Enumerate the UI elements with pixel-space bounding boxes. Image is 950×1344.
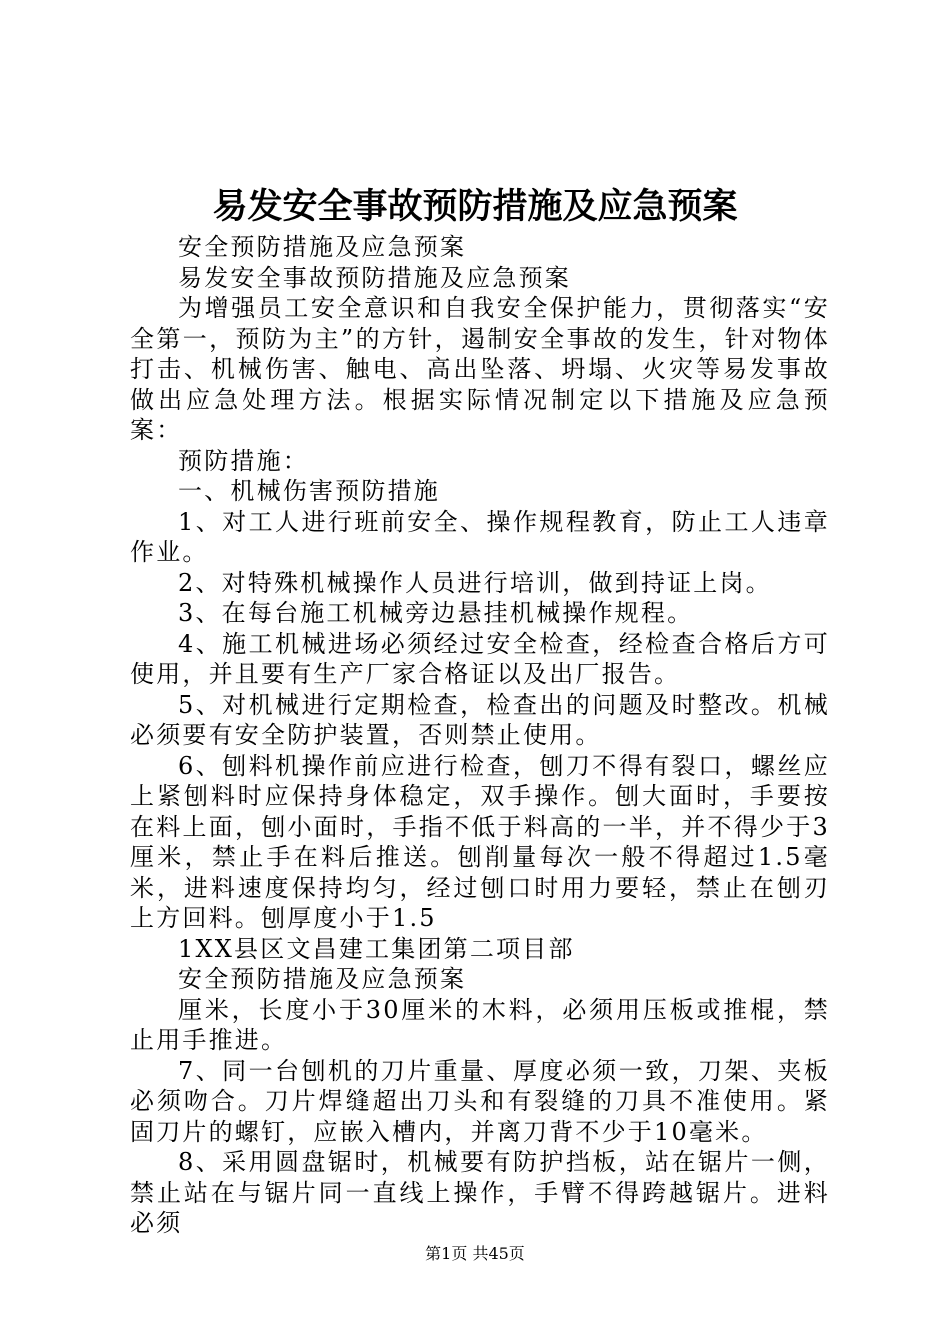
paragraph: 8、采用圆盘锯时，机械要有防护挡板，站在锯片一侧，禁止站在与锯片同一直线上操作，手臂不得跨越锯片。进料必须: [130, 1148, 830, 1237]
paragraph: 1XX县区文昌建工集团第二项目部: [178, 934, 575, 963]
paragraph: 7、同一台刨机的刀片重量、厚度必须一致，刀架、夹板必须吻合。刀片焊缝超出刀头和有裂缝的刀具不准使用。紧固刀片的螺钉，应嵌入槽内，并离刀背不少于10毫米。: [130, 1056, 830, 1146]
paragraph: 2、对特殊机械操作人员进行培训，做到持证上岗。: [178, 568, 772, 597]
paragraph: 为增强员工安全意识和自我安全保护能力，贯彻落实“安全第一，预防为主”的方针，遏制安全事故的发生，针对物体打击、机械伤害、触电、高出坠落、坍塌、火灾等易发事故做出应急处理方法。根据实际情况制定以下措施及应急预案：: [130, 294, 830, 444]
paragraph: 易发安全事故预防措施及应急预案: [178, 263, 571, 292]
paragraph: 3、在每台施工机械旁边悬挂机械操作规程。: [178, 599, 694, 627]
paragraph: 一、机械伤害预防措施: [178, 477, 440, 505]
document-title: 易发安全事故预防措施及应急预案: [212, 186, 738, 227]
paragraph: 厘米，长度小于30厘米的木料，必须用压板或推棍，禁止用手推进。: [130, 995, 830, 1054]
paragraph: 预防措施：: [178, 446, 309, 475]
paragraph: 安全预防措施及应急预案: [178, 233, 467, 261]
paragraph: 1、对工人进行班前安全、操作规程教育，防止工人违章作业。: [130, 507, 830, 566]
paragraph: 安全预防措施及应急预案: [178, 965, 467, 993]
page-footer: 第1页 共45页: [425, 1244, 525, 1263]
document-body: [130, 232, 830, 1239]
paragraph: 6、刨料机操作前应进行检查，刨刀不得有裂口，螺丝应上紧刨料时应保持身体稳定，双手操作。刨大面时，手要按在料上面，刨小面时，手指不低于料高的一半，并不得少于3厘米，禁止手在料后推送。刨削量每次一般不得超过1.5毫米，进料速度保持均匀，经过刨口时用力要轻，禁止在刨刃上方回料。刨厚度小于1.5: [130, 751, 830, 932]
paragraph: 5、对机械进行定期检查，检查出的问题及时整改。机械必须要有安全防护装置，否则禁止使用。: [130, 690, 830, 749]
paragraph: 4、施工机械进场必须经过安全检查，经检查合格后方可使用，并且要有生产厂家合格证以及出厂报告。: [130, 629, 830, 688]
